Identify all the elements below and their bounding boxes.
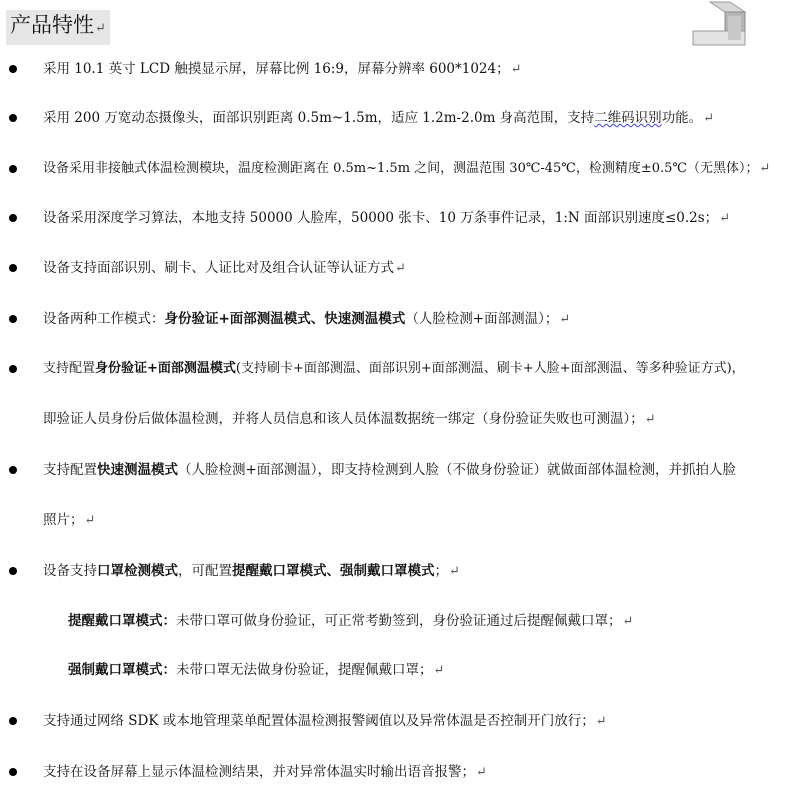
section-title: 产品特性↵ xyxy=(6,10,110,45)
sub-item: 强制戴口罩模式：未带口罩无法做身份验证，提醒佩戴口罩；↵ xyxy=(68,662,445,678)
bullet-icon xyxy=(9,214,17,222)
bullet-icon xyxy=(9,365,17,373)
bullet-icon xyxy=(9,264,17,272)
bullet-icon xyxy=(9,114,17,122)
bullet-icon xyxy=(9,466,17,474)
bullet-icon xyxy=(9,165,17,173)
bullet-icon xyxy=(9,717,17,725)
sub-item: 提醒戴口罩模式：未带口罩可做身份验证，可正常考勤签到，身份验证通过后提醒佩戴口罩；↵ xyxy=(68,613,634,629)
bullet-icon xyxy=(9,65,17,73)
bullet-icon xyxy=(9,768,17,776)
bullet-icon xyxy=(9,315,17,323)
product-image xyxy=(690,0,752,50)
bullet-icon xyxy=(9,567,17,575)
